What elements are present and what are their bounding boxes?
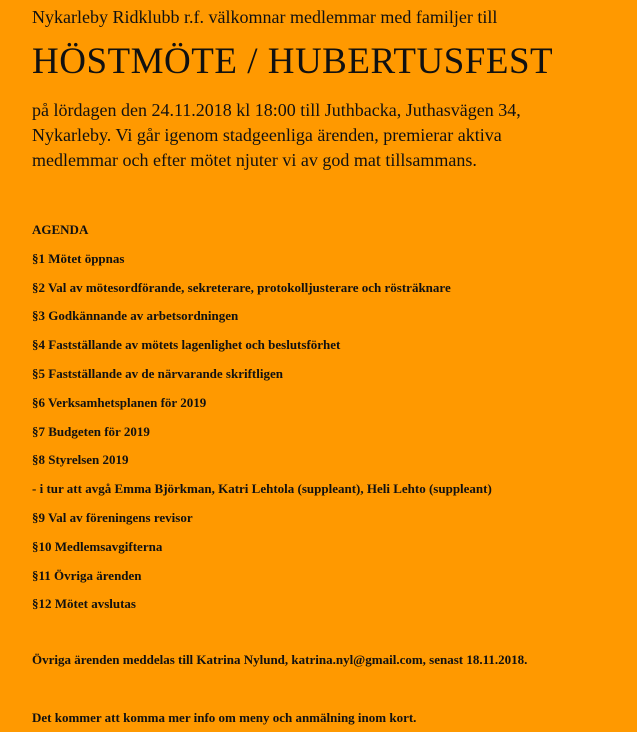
agenda-item: §6 Verksamhetsplanen för 2019 — [32, 394, 207, 410]
event-title: HÖSTMÖTE / HUBERTUSFEST — [32, 41, 554, 82]
agenda-item: §4 Fastställande av mötets lagenlighet och beslutsförhet — [32, 337, 341, 353]
agenda-subitem: - i tur att avgå Emma Björkman, Katri Lehtola (suppleant), Heli Lehto (suppleant) — [32, 481, 492, 497]
agenda-item: §11 Övriga ärenden — [32, 567, 142, 583]
agenda-item: §8 Styrelsen 2019 — [32, 452, 129, 468]
event-description — [32, 98, 612, 173]
invitation-document — [32, 0, 622, 732]
agenda-item: §9 Val av föreningens revisor — [32, 509, 193, 525]
agenda-item: §2 Val av mötesordförande, sekreterare, protokolljusterare och rösträknare — [32, 279, 451, 295]
agenda-section — [32, 220, 612, 623]
agenda-item: §7 Budgeten för 2019 — [32, 423, 150, 439]
intro-line: Nykarleby Ridklubb r.f. välkomnar medlemmar med familjer till — [32, 7, 498, 27]
agenda-item: §5 Fastställande av de närvarande skriftligen — [32, 365, 283, 381]
description-line: medlemmar och efter mötet njuter vi av god mat tillsammans. — [32, 150, 477, 170]
more-info-note: Det kommer att komma mer info om meny och anmälning inom kort. — [32, 710, 417, 725]
agenda-item: §10 Medlemsavgifterna — [32, 538, 163, 554]
agenda-heading: AGENDA — [32, 222, 89, 237]
agenda-item: §12 Mötet avslutas — [32, 596, 136, 612]
description-line: på lördagen den 24.11.2018 kl 18:00 till Juthbacka, Juthasvägen 34, — [32, 100, 521, 120]
agenda-item: §1 Mötet öppnas — [32, 250, 125, 266]
other-matters-note: Övriga ärenden meddelas till Katrina Nylund, katrina.nyl@gmail.com, senast 18.11.2018. — [32, 652, 528, 667]
agenda-item: §3 Godkännande av arbetsordningen — [32, 308, 239, 324]
description-line: Nykarleby. Vi går igenom stadgeenliga ärenden, premierar aktiva — [32, 125, 502, 145]
